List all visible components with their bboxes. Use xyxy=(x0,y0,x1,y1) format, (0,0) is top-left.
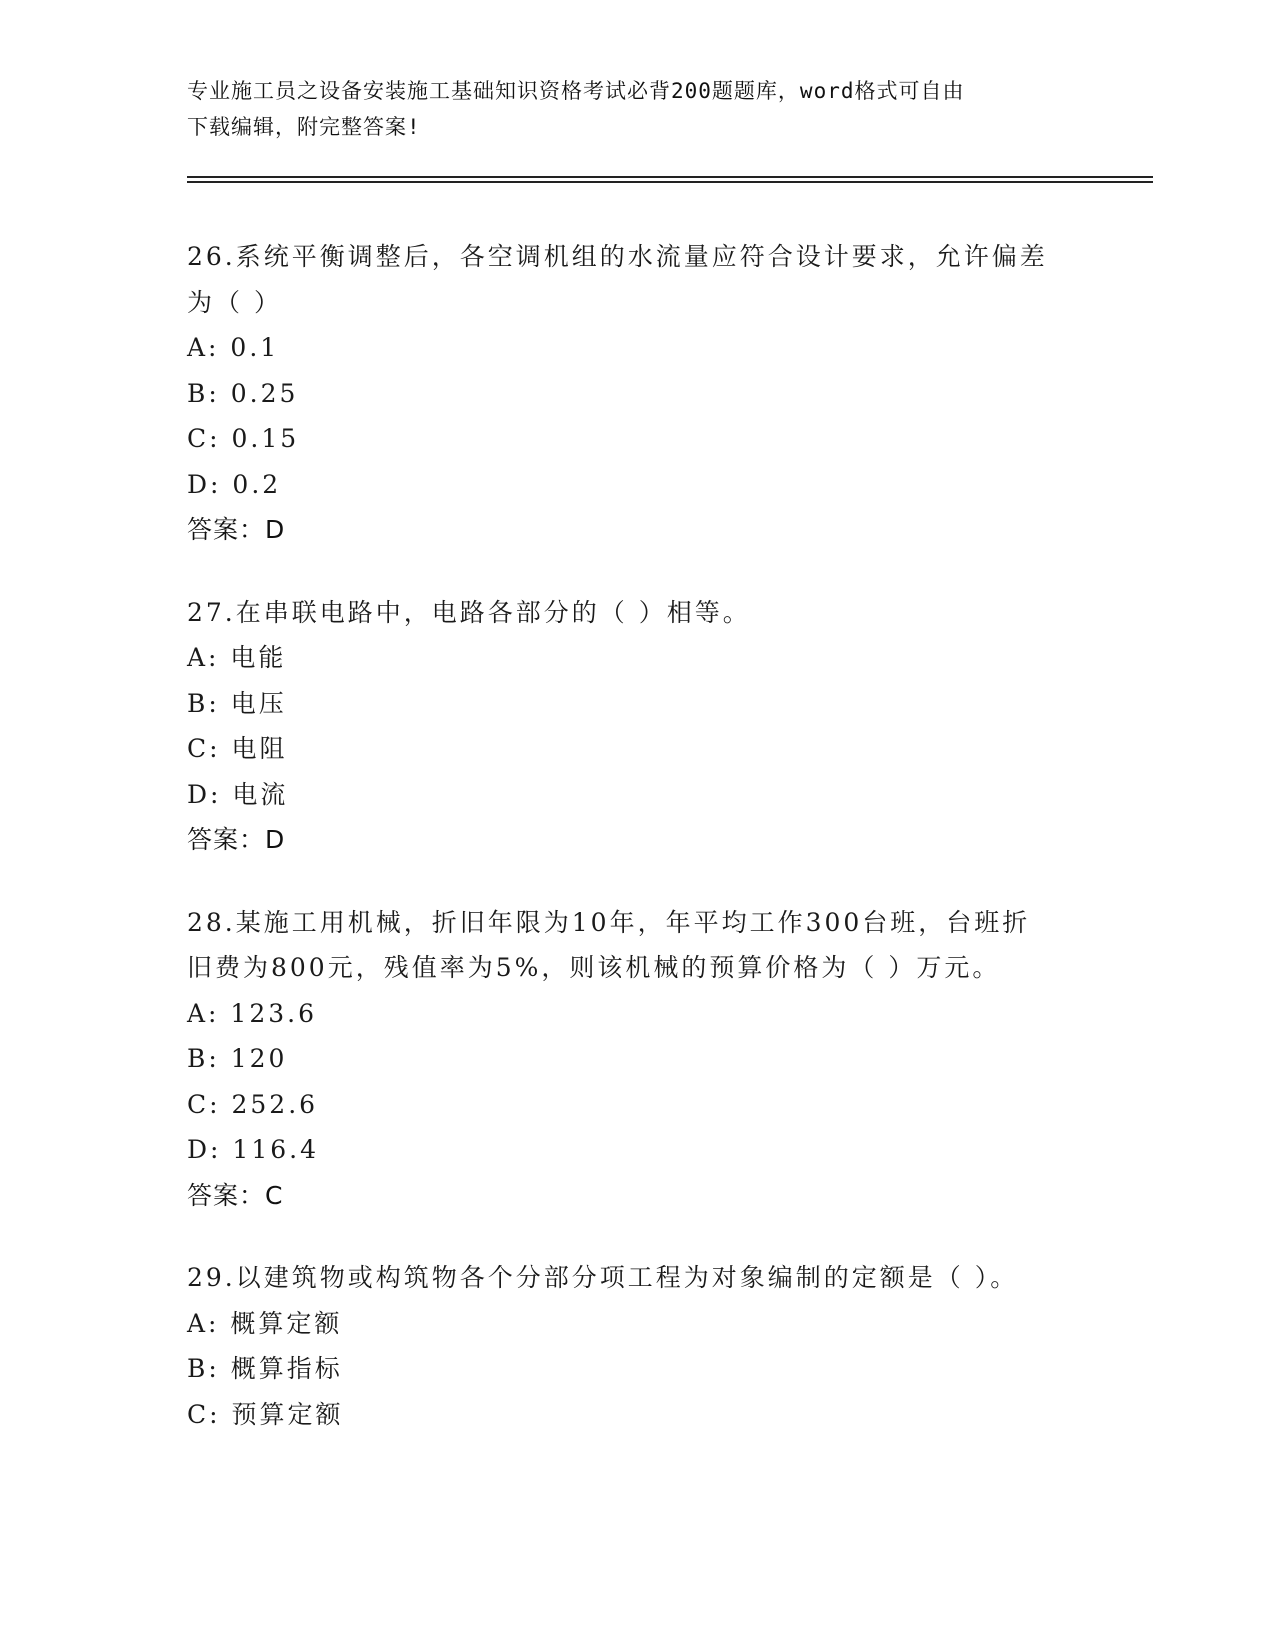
option-a: A: 电能 xyxy=(187,643,287,672)
option-d: D: 电流 xyxy=(187,779,289,809)
option-b: B: 0.25 xyxy=(187,378,299,408)
option-d: D: 0.2 xyxy=(187,469,282,499)
question-28 xyxy=(187,900,1087,1219)
header-line-1: 专业施工员之设备安装施工基础知识资格考试必背200题题库，word格式可自由 xyxy=(187,79,965,103)
question-text-line: 26.系统平衡调整后，各空调机组的水流量应符合设计要求，允许偏差 xyxy=(187,242,1048,271)
question-26 xyxy=(187,234,1087,553)
question-29 xyxy=(187,1255,1087,1437)
header-line-2: 下载编辑，附完整答案! xyxy=(187,115,421,139)
question-list xyxy=(187,234,1087,1474)
option-c: C: 252.6 xyxy=(187,1089,319,1119)
option-b: B: 电压 xyxy=(187,688,287,718)
option-b: B: 概算指标 xyxy=(187,1354,343,1383)
header-divider-top xyxy=(187,176,1153,178)
question-text-line: 为（ ） xyxy=(187,287,282,317)
question-text-line: 29.以建筑物或构筑物各个分部分项工程为对象编制的定额是（ ）。 xyxy=(187,1263,1019,1292)
option-c: C: 0.15 xyxy=(187,424,300,453)
option-c: C: 预算定额 xyxy=(187,1399,344,1429)
option-d: D: 116.4 xyxy=(187,1135,319,1164)
answer-line: 答案：C xyxy=(187,1180,284,1210)
answer-line: 答案：D xyxy=(187,515,286,544)
option-b: B: 120 xyxy=(187,1044,288,1073)
question-27 xyxy=(187,590,1087,863)
option-c: C: 电阻 xyxy=(187,734,288,763)
header-divider-bottom xyxy=(187,181,1153,183)
document-header xyxy=(187,73,1067,145)
option-a: A: 123.6 xyxy=(187,998,317,1028)
option-a: A: 0.1 xyxy=(187,333,280,362)
answer-line: 答案：D xyxy=(187,825,286,854)
question-text-line: 27.在串联电路中，电路各部分的（ ）相等。 xyxy=(187,597,751,627)
option-a: A: 概算定额 xyxy=(187,1308,343,1338)
question-text-line: 旧费为800元，残值率为5%，则该机械的预算价格为（ ）万元。 xyxy=(187,953,1001,982)
question-text-line: 28.某施工用机械，折旧年限为10年，年平均工作300台班，台班折 xyxy=(187,907,1031,937)
